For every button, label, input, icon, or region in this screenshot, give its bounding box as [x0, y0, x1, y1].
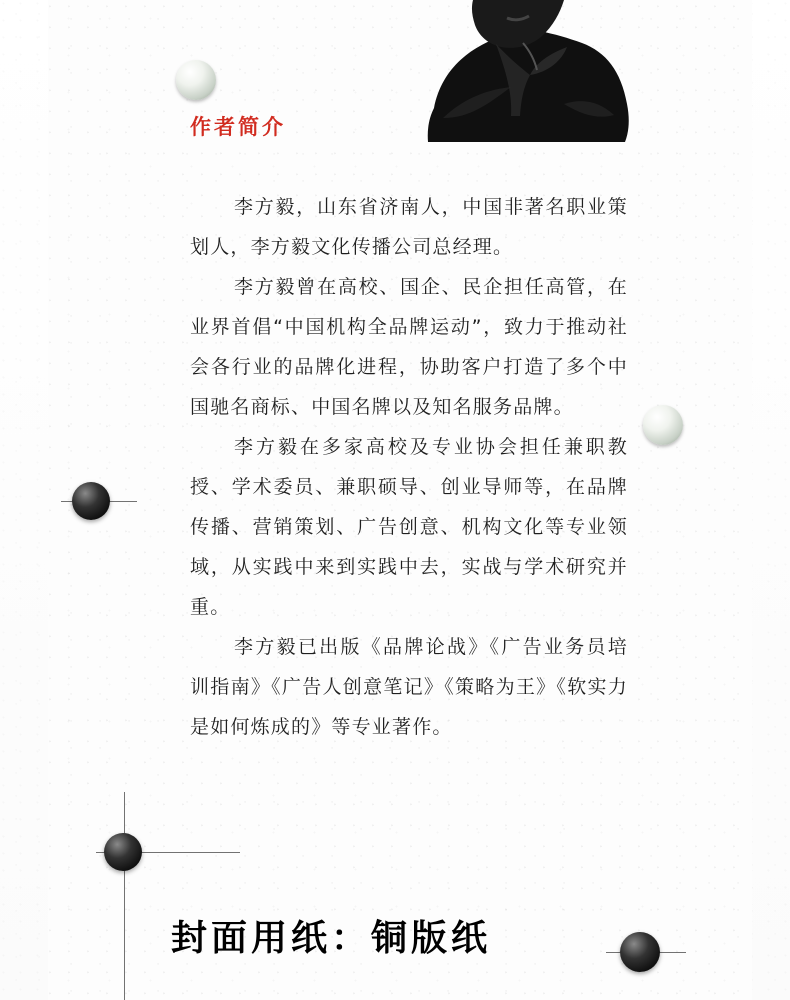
black-bead-left: [72, 482, 110, 520]
intro-paragraph-4: 李方毅已出版《品牌论战》《广告业务员培训指南》《广告人创意笔记》《策略为王》《软实力是如何炼成的》等专业著作。: [190, 636, 628, 738]
intro-paragraph-1: 李方毅，山东省济南人，中国非著名职业策划人，李方毅文化传播公司总经理。: [190, 196, 628, 258]
black-bead-bottom-left: [104, 833, 142, 871]
pearl-bead-top: [176, 60, 216, 100]
decorative-line-bottom-vertical: [124, 792, 125, 1000]
section-title: 作者简介: [190, 114, 286, 139]
author-portrait: [418, 0, 638, 142]
black-bead-bottom-right: [620, 932, 660, 972]
intro-paragraph-3: 李方毅在多家高校及专业协会担任兼职教授、学术委员、兼职硕导、创业导师等，在品牌传播、营销策划、广告创意、机构文化等专业领域，从实践中来到实践中去，实战与学术研究并重。: [190, 436, 628, 618]
pearl-bead-right: [643, 405, 683, 445]
author-introduction: [190, 187, 628, 747]
intro-paragraph-2: 李方毅曾在高校、国企、民企担任高管，在业界首倡“中国机构全品牌运动”，致力于推动社会各行业的品牌化进程，协助客户打造了多个中国驰名商标、中国名牌以及知名服务品牌。: [190, 276, 628, 418]
paper-spec-label: 封面用纸：铜版纸: [171, 918, 492, 959]
